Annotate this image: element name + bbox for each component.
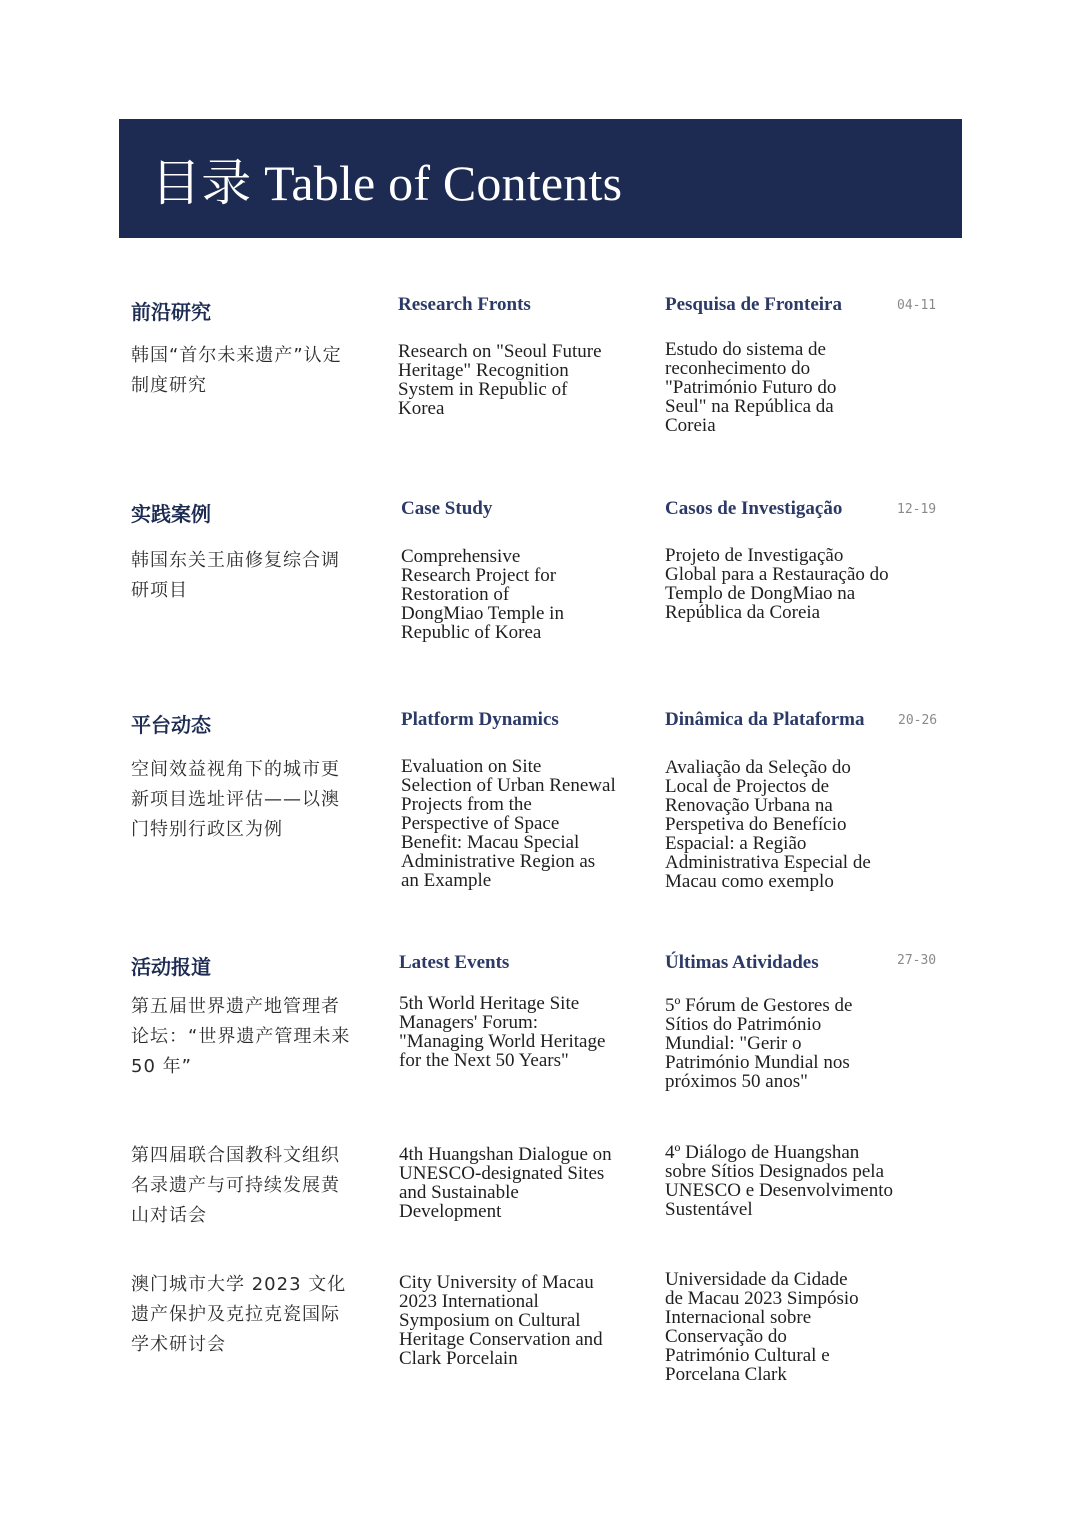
article-title-pt[interactable]: 5º Fórum de Gestores de Sítios do Património Mundial: "Gerir o Património Mundial nos próximos 50 anos" [665, 995, 853, 1092]
section-heading-zh[interactable]: 前沿研究 [131, 300, 211, 324]
page-range: 04-11 [897, 298, 937, 313]
article-title-zh[interactable]: 第五届世界遗产地管理者论坛：“世界遗产管理未来 50 年” [131, 996, 351, 1077]
section-heading-pt[interactable]: Últimas Atividades [665, 952, 819, 973]
section-heading-en[interactable]: Platform Dynamics [401, 709, 559, 730]
article-title-zh[interactable]: 澳门城市大学 2023 文化遗产保护及克拉克瓷国际学术研讨会 [131, 1274, 347, 1355]
section-heading-zh[interactable]: 活动报道 [131, 955, 211, 979]
article-title-en[interactable]: Comprehensive Research Project for Restoration of DongMiao Temple in Republic of Korea [401, 546, 564, 643]
page-range: 27-30 [897, 953, 937, 968]
section-heading-en[interactable]: Latest Events [399, 952, 510, 973]
section-heading-zh[interactable]: 平台动态 [131, 713, 211, 737]
article-title-pt[interactable]: Estudo do sistema de reconhecimento do "Património Futuro do Seul" na República da Coreia [665, 339, 837, 436]
page-range: 12-19 [897, 502, 937, 517]
section-heading-pt[interactable]: Casos de Investigação [665, 498, 843, 519]
article-title-zh[interactable]: 第四届联合国教科文组织名录遗产与可持续发展黄山对话会 [131, 1145, 340, 1226]
section-heading-en[interactable]: Case Study [401, 498, 493, 519]
article-title-zh[interactable]: 空间效益视角下的城市更新项目选址评估——以澳门特别行政区为例 [131, 759, 340, 840]
page-title: 目录 Table of Contents [151, 154, 623, 211]
page-range: 20-26 [898, 713, 938, 728]
article-title-pt[interactable]: Universidade da Cidade de Macau 2023 Simpósio Internacional sobre Conservação do Património Cultural e Porcelana Clark [665, 1269, 859, 1385]
article-title-zh[interactable]: 韩国东关王庙修复综合调研项目 [131, 550, 340, 601]
section-heading-pt[interactable]: Dinâmica da Plataforma [665, 709, 865, 730]
article-title-pt[interactable]: 4º Diálogo de Huangshan sobre Sítios Designados pela UNESCO e Desenvolvimento Sustentável [665, 1142, 893, 1220]
article-title-en[interactable]: 4th Huangshan Dialogue on UNESCO-designated Sites and Sustainable Development [399, 1144, 612, 1222]
article-title-en[interactable]: 5th World Heritage Site Managers' Forum: "Managing World Heritage for the Next 50 Years" [399, 993, 606, 1071]
article-title-en[interactable]: Evaluation on Site Selection of Urban Renewal Projects from the Perspective of Space Benefit: Macau Special Administrative Region as an Example [401, 756, 616, 891]
section-heading-en[interactable]: Research Fronts [398, 294, 531, 315]
article-title-pt[interactable]: Avaliação da Seleção do Local de Projectos de Renovação Urbana na Perspetiva do Benefício Espacial: a Região Administrativa Especial de Macau como exemplo [665, 757, 871, 892]
article-title-pt[interactable]: Projeto de Investigação Global para a Restauração do Templo de DongMiao na República da Coreia [665, 545, 889, 623]
article-title-en[interactable]: City University of Macau 2023 International Symposium on Cultural Heritage Conservation and Clark Porcelain [399, 1272, 603, 1369]
article-title-zh[interactable]: 韩国“首尔未来遗产”认定制度研究 [131, 345, 342, 396]
article-title-en[interactable]: Research on "Seoul Future Heritage" Recognition System in Republic of Korea [398, 341, 602, 419]
section-heading-zh[interactable]: 实践案例 [131, 502, 211, 526]
section-heading-pt[interactable]: Pesquisa de Fronteira [665, 294, 842, 315]
toc-header [119, 119, 962, 238]
